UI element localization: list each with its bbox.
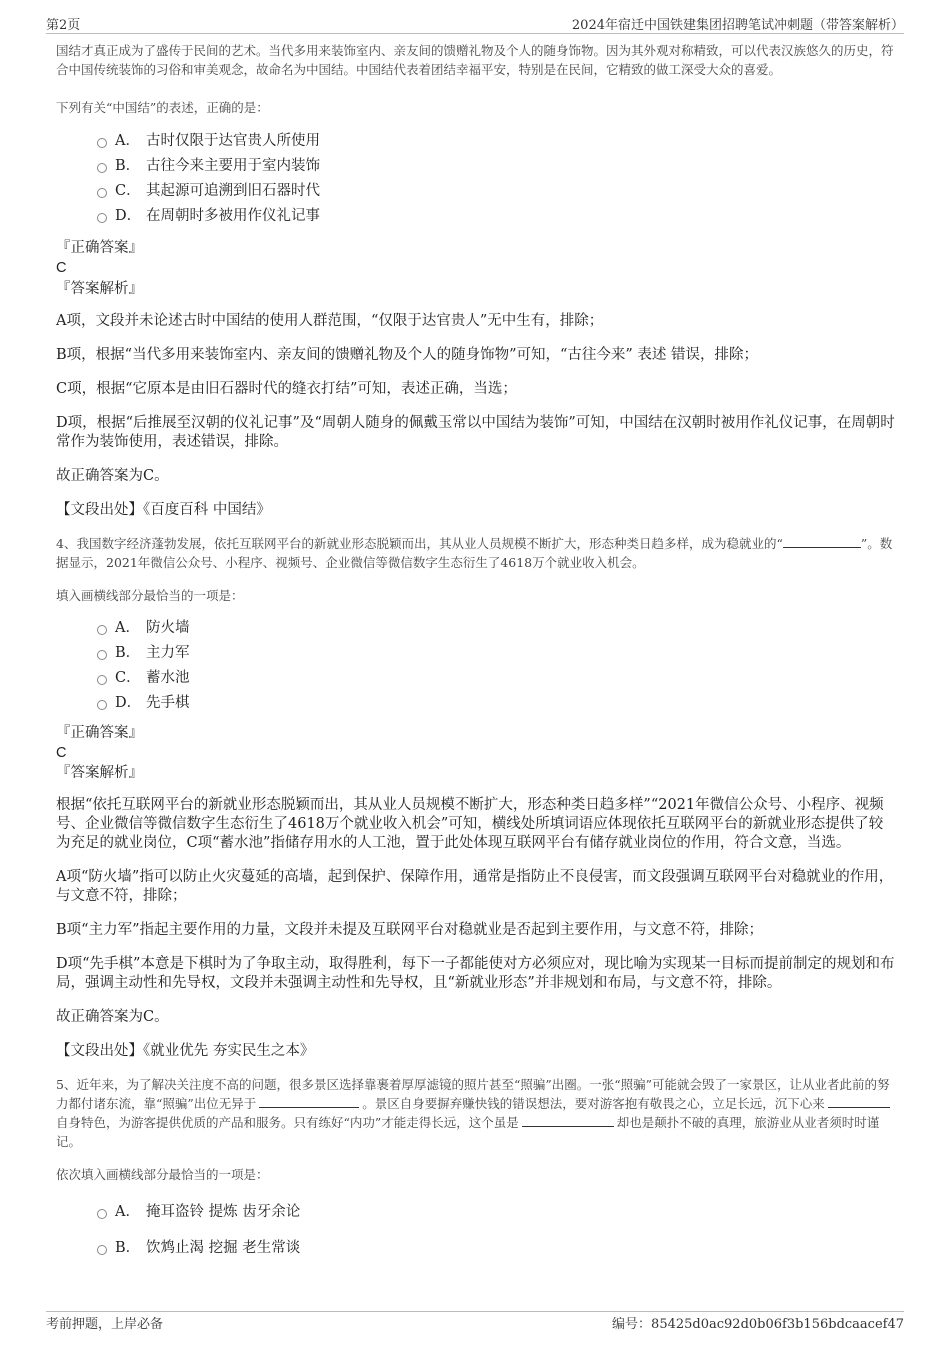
q5-blank-3 xyxy=(522,1114,614,1127)
q4-option-a[interactable]: A． 防火墙 xyxy=(56,616,896,641)
q3-analysis-c: C项，根据“它原本是由旧石器时代的缝衣打结”可知，表述正确，当选； xyxy=(56,381,517,397)
q3-analysis-b: B项，根据“当代多用来装饰室内、亲友间的馈赠礼物及个人的随身饰物”可知，“古往今来” 表述 错误，排除； xyxy=(56,347,759,363)
q3-option-d[interactable]: D． 在周朝时多被用作仪礼记事 xyxy=(56,204,896,229)
q4-blank xyxy=(783,535,861,548)
q4-prompt: 填入画横线部分最恰当的一项是： xyxy=(56,588,244,603)
radio-button[interactable] xyxy=(97,675,107,685)
q5-blank-2 xyxy=(828,1095,890,1108)
footer-divider xyxy=(46,1311,904,1312)
header-divider xyxy=(46,33,904,34)
radio-button[interactable] xyxy=(97,700,107,710)
q3-analysis-d: D项，根据“后推展至汉朝的仪礼记事”及“周朝人随身的佩戴玉常以中国结为装饰”可知，中国结在汉朝时被用作礼仪记事，在周朝时常作为装饰使用，表述错误，排除。 xyxy=(56,415,895,450)
q4-option-c[interactable]: C． 蓄水池 xyxy=(56,666,896,691)
document-title: 2024年宿迁中国铁建集团招聘笔试冲刺题（带答案解析） xyxy=(571,18,904,33)
page-number: 第2页 xyxy=(46,18,81,33)
q4-source: 【文段出处】《就业优先 夯实民生之本》 xyxy=(56,1043,315,1059)
page-footer xyxy=(46,1313,904,1333)
q5-option-b[interactable]: B． 饮鸩止渴 挖掘 老生常谈 xyxy=(56,1236,896,1261)
q3-option-c[interactable]: C． 其起源可追溯到旧石器时代 xyxy=(56,179,896,204)
q5-stem: 5、近年来，为了解决关注度不高的问题，很多景区选择靠裹着厚厚滤镜的照片甚至“照骗”出圈。一张“照骗”可能就会毁了一家景区，让从业者此前的努力都付诸东流，靠“照骗”出位无异于 。景区自身要摒弃赚快钱的错误想法，要对游客抱有敬畏之心，立足长远，沉下心来自身特色，为游客提供优质的产品和服务。只有练好“内功”才能走得长远，这个虽是 却也是颠扑不破的真理，旅游业从业者须时时谨记。 xyxy=(56,1077,890,1149)
page-content xyxy=(56,38,896,1261)
q3-prompt: 下列有关“中国结”的表述，正确的是： xyxy=(56,100,269,115)
q4-answer-label: 『正确答案』 xyxy=(56,725,143,741)
q3-options xyxy=(56,129,896,229)
q3-answer: C xyxy=(56,260,67,276)
q5-blank-1 xyxy=(259,1095,359,1108)
radio-button[interactable] xyxy=(97,188,107,198)
page-header xyxy=(46,14,904,34)
q3-option-b[interactable]: B． 古往今来主要用于室内装饰 xyxy=(56,154,896,179)
radio-button[interactable] xyxy=(97,213,107,223)
q3-passage: 国结才真正成为了盛传于民间的艺术。当代多用来装饰室内、亲友间的馈赠礼物及个人的随身饰物。因为其外观对称精致，可以代表汉族悠久的历史，符合中国传统装饰的习俗和审美观念，故命名为中国结。中国结代表着团结幸福平安，特别是在民间，它精致的做工深受大众的喜爱。 xyxy=(56,43,894,77)
radio-button[interactable] xyxy=(97,138,107,148)
radio-button[interactable] xyxy=(97,650,107,660)
q4-answer: C xyxy=(56,745,67,761)
q4-analysis-b: B项“主力军”指起主要作用的力量，文段并未提及互联网平台对稳就业是否起到主要作用，与文意不符，排除； xyxy=(56,922,763,938)
q4-option-d[interactable]: D． 先手棋 xyxy=(56,691,896,716)
document-id: 编号：85425d0ac92d0b06f3b156bdcaacef47 xyxy=(612,1317,904,1332)
radio-button[interactable] xyxy=(97,163,107,173)
q4-analysis-label: 『答案解析』 xyxy=(56,765,143,781)
radio-button[interactable] xyxy=(97,625,107,635)
q4-conclusion: 故正确答案为C。 xyxy=(56,1009,169,1025)
q3-analysis-label: 『答案解析』 xyxy=(56,281,143,297)
q4-analysis-d: D项“先手棋”本意是下棋时为了争取主动，取得胜利，每下一子都能使对方必须应对，现比喻为实现某一目标而提前制定的规划和布局，强调主动性和先导权，文段并未强调主动性和先导权，且“新就业形态”并非规划和布局，与文意不符，排除。 xyxy=(56,956,895,991)
q5-options xyxy=(56,1200,896,1261)
q4-options xyxy=(56,616,896,716)
footer-slogan: 考前押题，上岸必备 xyxy=(46,1317,164,1332)
q3-conclusion: 故正确答案为C。 xyxy=(56,468,169,484)
q5-prompt: 依次填入画横线部分最恰当的一项是： xyxy=(56,1167,269,1182)
q4-analysis-a: A项“防火墙”指可以防止火灾蔓延的高墙，起到保护、保障作用，通常是指防止不良侵害，而文段强调互联网平台对稳就业的作用，与文意不符，排除； xyxy=(56,869,894,904)
q5-option-a[interactable]: A． 掩耳盗铃 提炼 齿牙余论 xyxy=(56,1200,896,1236)
q3-analysis-a: A项，文段并未论述古时中国结的使用人群范围，“仅限于达官贵人”无中生有，排除； xyxy=(56,313,604,329)
q3-answer-label: 『正确答案』 xyxy=(56,240,143,256)
q4-option-b[interactable]: B． 主力军 xyxy=(56,641,896,666)
radio-button[interactable] xyxy=(97,1209,107,1219)
q3-option-a[interactable]: A． 古时仅限于达官贵人所使用 xyxy=(56,129,896,154)
q3-source: 【文段出处】《百度百科 中国结》 xyxy=(56,502,271,518)
q4-analysis-main: 根据“依托互联网平台的新就业形态脱颖而出，其从业人员规模不断扩大，形态种类日趋多样”“2021年微信公众号、小程序、视频号、企业微信等微信数字生态衍生了4618万个就业收入机会”可知，横线处所填词语应体现依托互联网平台的新就业形态提供了较为充足的就业岗位，C项“蓄水池”指储存用水的人工池，置于此处体现互联网平台有储存就业岗位的作用，符合文意，当选。 xyxy=(56,797,884,851)
q4-stem: 4、我国数字经济蓬勃发展，依托互联网平台的新就业形态脱颖而出，其从业人员规模不断扩大，形态种类日趋多样，成为稳就业的“ ”。数据显示，2021年微信公众号、小程序、视频号、企业微信等微信数字生态衍生了4618万个就业收入机会。 xyxy=(56,536,893,570)
radio-button[interactable] xyxy=(97,1245,107,1255)
